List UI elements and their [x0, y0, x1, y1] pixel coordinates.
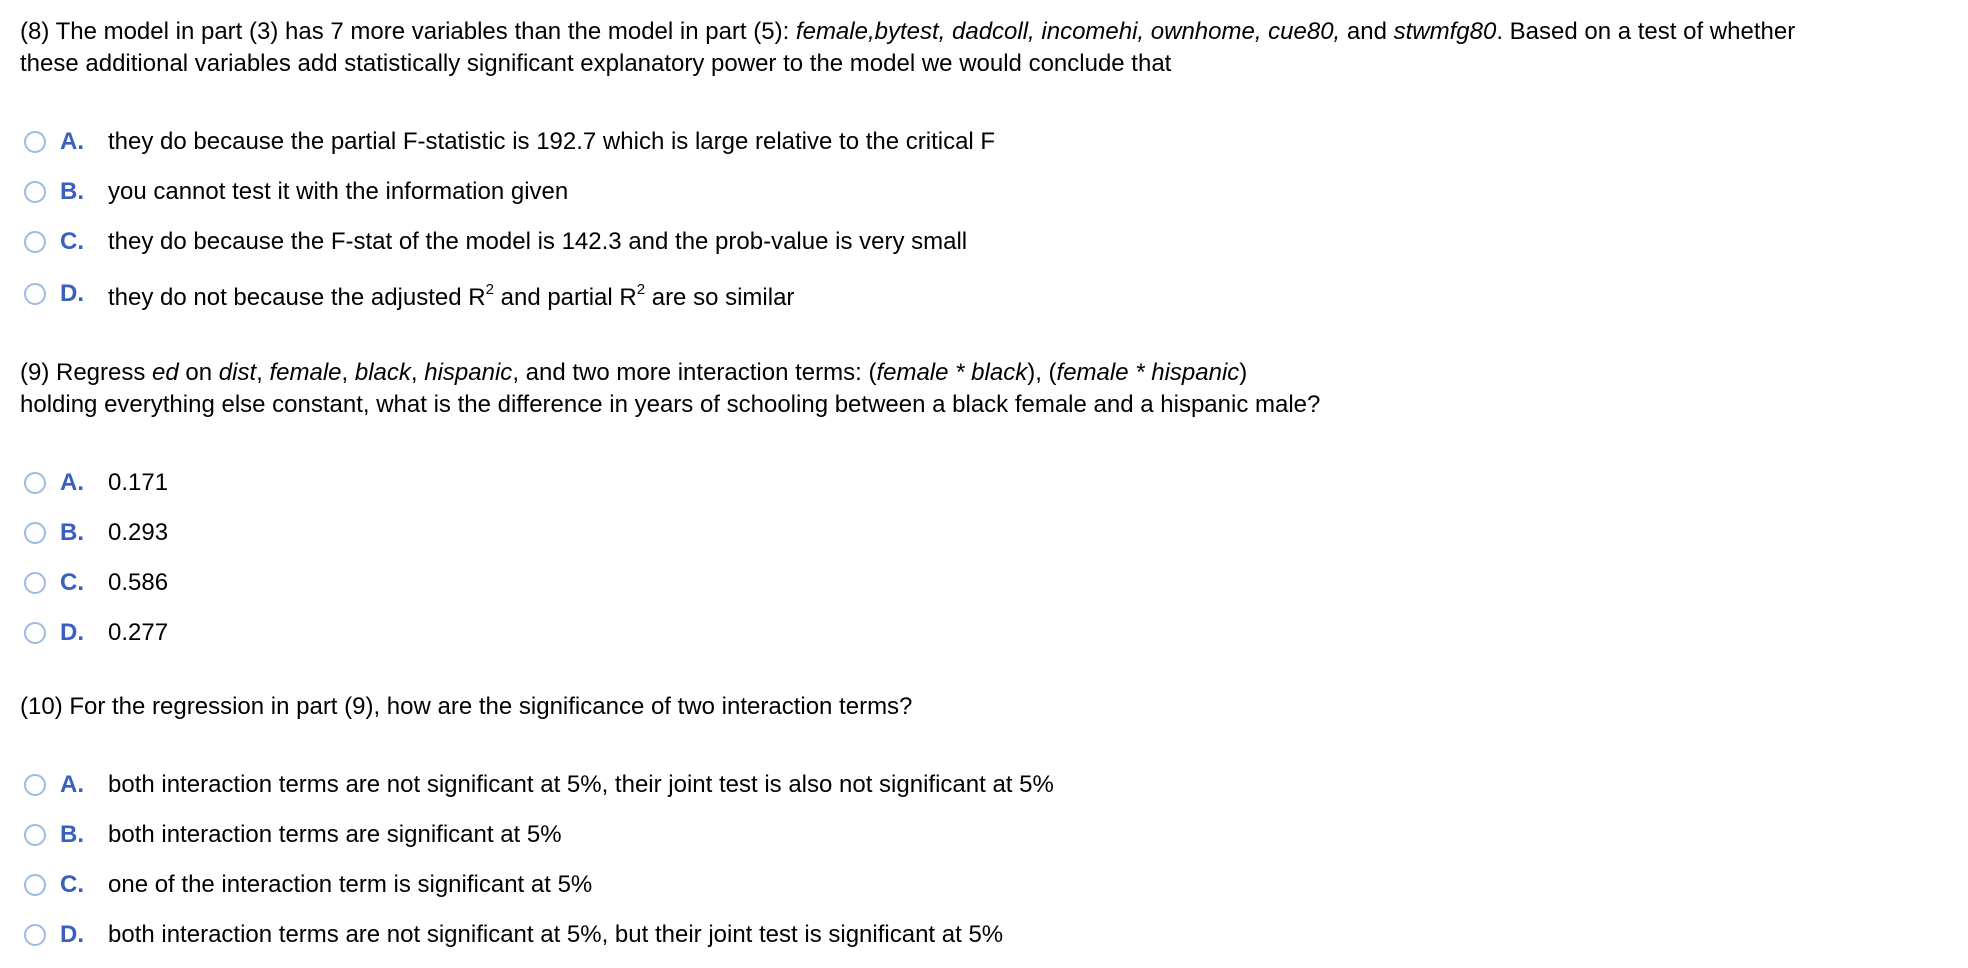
radio-button-icon[interactable] — [24, 824, 46, 846]
radio-button-icon[interactable] — [24, 622, 46, 644]
radio-button-icon[interactable] — [24, 131, 46, 153]
question-8-text: (8) The model in part (3) has 7 more variables than the model in part (5): female,bytest, dadcoll, incomehi, ownhome, cue80, and stwmfg80. Based on a test of whether — [20, 18, 1796, 45]
q8-option-c[interactable]: C. they do because the F-stat of the model is 142.3 and the prob-value is very small — [24, 226, 967, 258]
radio-button-icon[interactable] — [24, 572, 46, 594]
q10-option-b[interactable]: B. both interaction terms are significant at 5% — [24, 819, 562, 851]
radio-button-icon[interactable] — [24, 874, 46, 896]
q8-option-d[interactable]: D. they do not because the adjusted $R^2$ and partial $R^2$ are so similar — [24, 278, 794, 310]
question-9-text-line2: holding everything else constant, what is the difference in years of schooling between a black female and a hispanic male? — [20, 391, 1321, 418]
q9-option-b[interactable]: B. 0.293 — [24, 517, 168, 549]
question-10-text: (10) For the regression in part (9), how are the significance of two interaction terms? — [20, 693, 913, 720]
question-8-text-line2: these additional variables add statistically significant explanatory power to the model we would conclude that — [20, 50, 1172, 77]
q10-option-d[interactable]: D. both interaction terms are not significant at 5%, but their joint test is significant at 5% — [24, 919, 1003, 951]
question-9-text: (9) Regress ed on dist, female, black, hispanic, and two more interaction terms: (female * black), (female * hispanic) — [20, 359, 1248, 386]
q9-option-d[interactable]: D. 0.277 — [24, 617, 168, 649]
radio-button-icon[interactable] — [24, 231, 46, 253]
radio-button-icon[interactable] — [24, 283, 46, 305]
radio-button-icon[interactable] — [24, 472, 46, 494]
radio-button-icon[interactable] — [24, 924, 46, 946]
q9-option-a[interactable]: A. 0.171 — [24, 467, 168, 499]
radio-button-icon[interactable] — [24, 522, 46, 544]
q9-option-c[interactable]: C. 0.586 — [24, 567, 168, 599]
q10-option-a[interactable]: A. both interaction terms are not significant at 5%, their joint test is also not significant at 5% — [24, 769, 1054, 801]
q8-option-a[interactable]: A. they do because the partial F-statistic is 192.7 which is large relative to the critical F — [24, 126, 995, 158]
q8-option-d-text: they do not because the adjusted $R^2$ and partial $R^2$ are so similar — [108, 281, 795, 311]
q8-option-b[interactable]: B. you cannot test it with the information given — [24, 176, 568, 208]
radio-button-icon[interactable] — [24, 774, 46, 796]
radio-button-icon[interactable] — [24, 181, 46, 203]
q10-option-c[interactable]: C. one of the interaction term is significant at 5% — [24, 869, 592, 901]
